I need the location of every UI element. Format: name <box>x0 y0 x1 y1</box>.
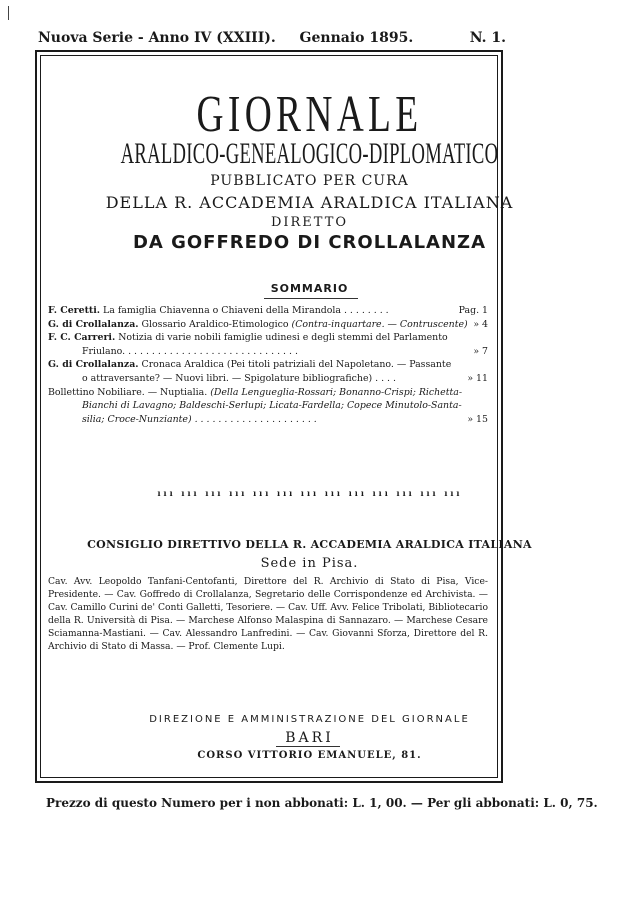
toc-italic: (Della Lengueglia-Rossari; Bonanno-Crispi; Richetta- <box>210 386 463 398</box>
administration-heading: DIREZIONE E AMMINISTRAZIONE DEL GIORNALE <box>149 714 470 725</box>
toc-page: » 11 <box>463 372 488 386</box>
administration-address: CORSO VITTORIO EMANUELE, 81. <box>197 750 422 761</box>
city-underline <box>276 746 340 747</box>
toc-text: Glossario Araldico-Etimologico <box>138 318 292 330</box>
toc-item <box>48 331 488 345</box>
toc-italic: silia; Croce-Nunziante) . . . . . . . . . . . . . . . . . . . . . <box>82 413 317 425</box>
toc-item <box>48 304 488 318</box>
toc-author: G. di Crollalanza. <box>48 318 139 330</box>
academy-name: DELLA R. ACCADEMIA ARALDICA ITALIANA <box>105 193 514 212</box>
toc-author: F. C. Carreri. <box>48 332 116 344</box>
toc-item <box>48 372 488 386</box>
toc-text: Notizia di varie nobili famiglie udinesi e degli stemmi del Parlamento <box>115 332 448 344</box>
toc-text: Friulano. . . . . . . . . . . . . . . . . . . . . . . . . . . . . . <box>82 345 298 357</box>
directed-label: DIRETTO <box>270 215 349 230</box>
series-info <box>38 30 413 46</box>
toc-item <box>48 386 488 400</box>
toc-page: » 7 <box>469 345 488 359</box>
ornamental-divider: ııı ııı ııı ııı ııı ııı ııı ııı ııı ııı ııı ııı ııı <box>157 488 463 498</box>
council-heading: CONSIGLIO DIRETTIVO DELLA R. ACCADEMIA ARALDICA ITALIANA <box>87 538 532 551</box>
toc-text: Bollettino Nobiliare. — Nuptialia. <box>48 386 211 398</box>
council-members: Cav. Avv. Leopoldo Tanfani-Centofanti, Direttore del R. Archivio di Stato di Pisa, Vice-Presidente. — Cav. Goffredo di Crollalanza, Segretario delle Corrispondenze ed Archivista. — Cav. Camillo Curini de' Conti Galletti, Tesoriere. — Cav. Uff. Avv. Felice Tribolati, Bibliotecario della R. Università di Pisa. — Marchese Alfonso Malaspina di Sannazaro. — Marchese Cesare Sciamanna-Mastiani. — Cav. Alessandro Lanfredini. — Cav. Giovanni Sforza, Direttore del R. Archivio di Stato di Massa. — Prof. Clemente Lupi. <box>48 576 488 652</box>
toc-page: » 4 <box>469 318 488 332</box>
toc-author: G. di Crollalanza. <box>48 359 139 371</box>
administration-city: BARI <box>285 730 334 746</box>
toc-italic: Bianchi di Lavagno; Baldeschi-Serlupi; Licata-Fardella; Copece Minutolo-Santa- <box>82 400 462 412</box>
issue-number: N. 1. <box>469 30 506 46</box>
sommario-heading: SOMMARIO <box>270 282 349 295</box>
toc-item <box>48 345 488 359</box>
issue-date: Gennaio 1895. <box>299 30 414 46</box>
margin-mark <box>8 6 9 20</box>
director-name: DA GOFFREDO DI CROLLALANZA <box>132 232 487 253</box>
toc-item <box>48 358 488 372</box>
sommario-rule <box>264 298 358 299</box>
toc-author: F. Ceretti. <box>48 305 101 316</box>
toc-page: Pag. 1 <box>455 304 488 318</box>
table-of-contents <box>48 304 488 426</box>
journal-subtitle: ARALDICO-GENEALOGICO-DIPLOMATICO <box>120 137 499 170</box>
toc-item <box>48 318 488 332</box>
toc-text: La famiglia Chiavenna o Chiaveni della Mirandola . . . . . . . . <box>100 305 389 316</box>
toc-item <box>48 413 488 427</box>
toc-text: o attraversante? — Nuovi libri. — Spigolature bibliografiche) . . . . <box>82 372 396 384</box>
council-seat: Sede in Pisa. <box>260 556 359 571</box>
toc-item <box>48 399 488 413</box>
price-line: Prezzo di questo Numero per i non abbonati: L. 1, 00. — Per gli abbonati: L. 0, 75. <box>46 796 598 810</box>
series-label: Nuova Serie - Anno IV (XXIII). <box>38 30 276 46</box>
toc-text: Cronaca Araldica (Pei titoli patriziali del Napoletano. — Passante <box>138 359 452 371</box>
toc-italic: (Contra-inquartare. — Contruscente) <box>291 318 468 330</box>
toc-page: » 15 <box>463 413 488 427</box>
published-by: PUBBLICATO PER CURA <box>210 173 409 189</box>
journal-title: GIORNALE <box>196 86 423 143</box>
